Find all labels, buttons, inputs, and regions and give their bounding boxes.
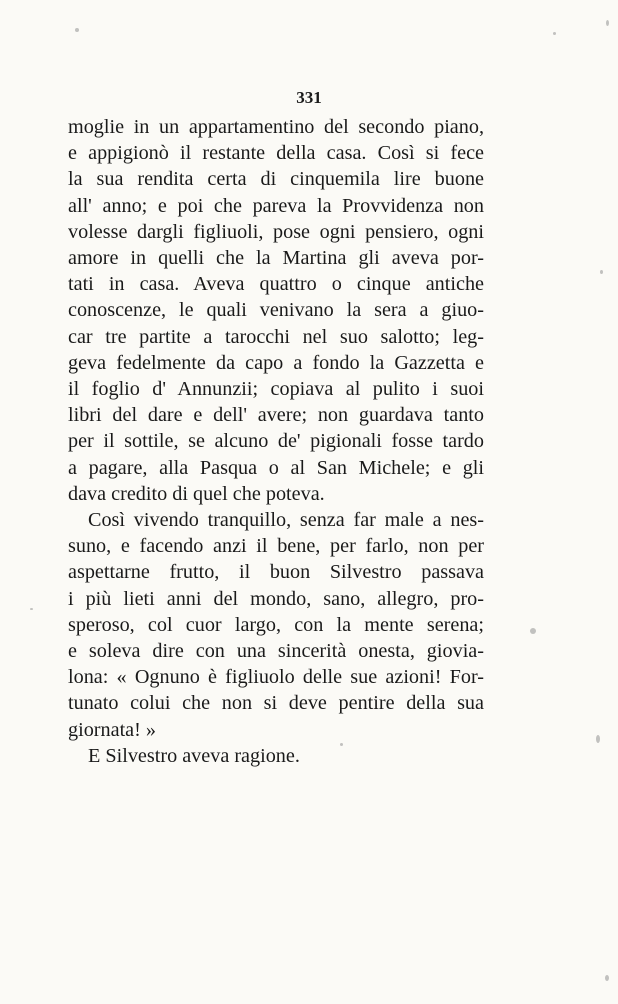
text-line: tati in casa. Aveva quattro o cinque antiche: [68, 273, 484, 296]
paper-speck: [596, 735, 600, 743]
text-line: moglie in un appartamentino del secondo piano,: [68, 116, 484, 138]
paper-speck: [606, 20, 609, 26]
text-line: amore in quelli che la Martina gli aveva por-: [68, 247, 484, 270]
text-line: giornata! »: [68, 718, 157, 741]
text-line: speroso, col cuor largo, con la mente serena;: [68, 613, 484, 636]
text-line: aspettarne frutto, il buon Silvestro passava: [68, 561, 484, 584]
text-line: car tre partite a tarocchi nel suo salotto; leg-: [68, 325, 484, 348]
paper-speck: [75, 28, 79, 32]
text-line: lona: « Ognuno è figliuolo delle sue azioni! For-: [68, 666, 484, 689]
text-line: dava credito di quel che poteva.: [68, 482, 325, 505]
text-line: per il sottile, se alcuno de' pigionali fosse tardo: [68, 430, 484, 453]
text-line: i più lieti anni del mondo, sano, allegro, pro-: [68, 587, 484, 610]
paper-speck: [30, 608, 33, 610]
text-line: conoscenze, le quali venivano la sera a giuo-: [68, 299, 484, 322]
text-line: geva fedelmente da capo a fondo la Gazzetta e: [68, 351, 484, 374]
paper-speck: [600, 270, 603, 274]
text-line: suno, e facendo anzi il bene, per farlo, non per: [68, 535, 484, 558]
paper-speck: [530, 628, 536, 634]
text-line: la sua rendita certa di cinquemila lire buone: [68, 168, 484, 191]
text-line: all' anno; e poi che pareva la Provvidenza non: [68, 194, 484, 217]
text-line: e soleva dire con una sincerità onesta, giovia-: [68, 640, 484, 663]
page-number: 331: [296, 88, 322, 107]
text-line: Così vivendo tranquillo, senza far male a nes-: [88, 509, 484, 532]
text-line: E Silvestro aveva ragione.: [88, 744, 300, 767]
paper-speck: [605, 975, 609, 981]
text-line: volesse dargli figliuoli, pose ogni pensiero, ogni: [68, 220, 484, 243]
body-text: [68, 114, 484, 769]
text-line: tunato colui che non si deve pentire della sua: [68, 692, 484, 715]
text-line: libri del dare e dell' avere; non guardava tanto: [68, 404, 484, 427]
text-line: a pagare, alla Pasqua o al San Michele; e gli: [68, 456, 484, 479]
text-line: il foglio d' Annunzii; copiava al pulito i suoi: [68, 378, 484, 401]
paper-speck: [553, 32, 556, 35]
paper-speck: [340, 743, 343, 746]
text-line: e appigionò il restante della casa. Così si fece: [68, 142, 484, 165]
